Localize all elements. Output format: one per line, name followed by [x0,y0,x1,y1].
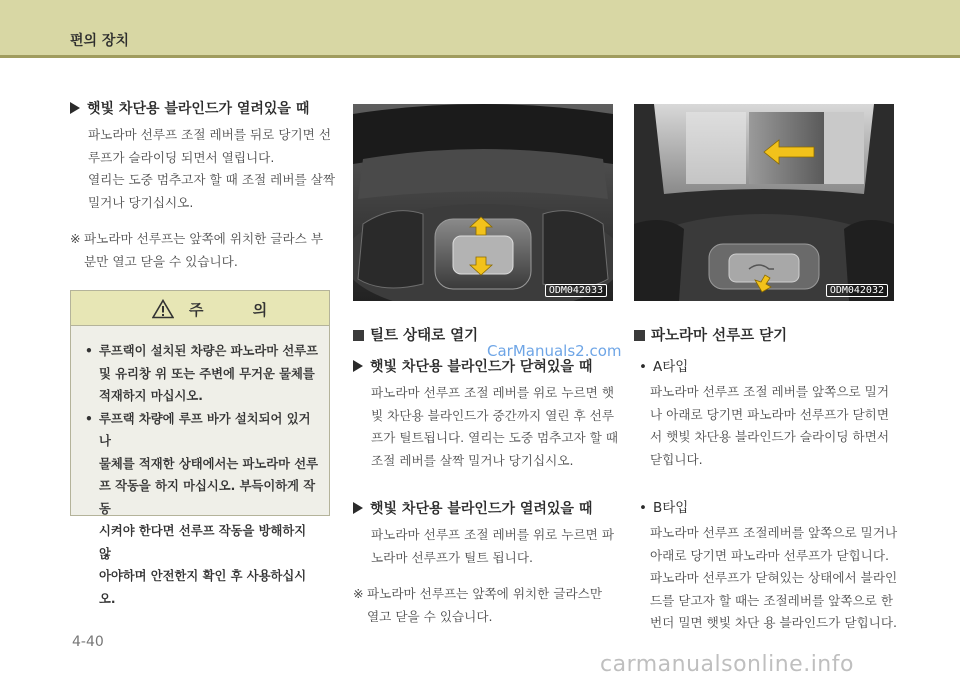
chapter-title: 편의 장치 [70,33,129,49]
square-bullet-icon [353,330,364,341]
note: ※ 파노라마 선루프는 앞쪽에 위치한 글라스 부 분만 열고 닫을 수 있습니다. [70,228,335,273]
type-heading: • B타입 [639,500,689,516]
caution-list [71,326,329,610]
paragraph: 파노라마 선루프 조절 레버를 앞쪽으로 밀거 나 아래로 당기면 파노라마 선루프가 닫히면 서 햇빛 차단용 블라인드가 슬라이딩 하면서 닫힙니다. [650,384,889,467]
square-bullet-icon [634,330,645,341]
triangle-bullet-icon [353,360,363,372]
section-heading: 틸트 상태로 열기 [353,324,618,345]
paragraph: 파노라마 선루프 조절 레버를 위로 누르면 햇 빛 차단용 블라인드가 중간까지 열린 후 선루 프가 틸트됩니다. 열리는 도중 멈추고자 할 때 조절 레버를 살짝 밀거나 당기십시오. [371,385,619,468]
caution-title: 주 의 [189,301,290,319]
watermark: carmanualsonline.info [600,652,854,677]
middle-column [353,324,618,628]
bullet-heading: 햇빛 차단용 블라인드가 열려있을 때 [353,498,618,518]
reference-mark: ※ [353,586,364,601]
right-column [634,324,902,635]
photo-tilt-switch [353,104,613,301]
triangle-bullet-icon [70,102,80,114]
header-rule [0,55,960,58]
overhead-console-illustration [353,104,613,301]
sunroof-illustration [634,104,894,301]
bullet-heading: 햇빛 차단용 블라인드가 닫혀있을 때 [353,356,618,376]
figure-code: ODM042032 [826,284,888,297]
reference-mark: ※ [70,231,81,246]
list-item: • 루프랙이 설치된 차량은 파노라마 선루프 및 유리창 위 또는 주변에 무거운 물체를 적재하지 마십시오. [85,344,319,403]
triangle-bullet-icon [353,502,363,514]
page-number: 4-40 [72,634,104,650]
left-column [70,98,335,273]
warning-triangle-icon [152,299,174,319]
photo-close-switch [634,104,894,301]
page-header [0,0,960,55]
paragraph: 파노라마 선루프 조절 레버를 뒤로 당기면 선 루프가 슬라이딩 되면서 열립니다. 열리는 도중 멈추고자 할 때 조절 레버를 살짝 밀거나 당기십시오. [88,127,336,210]
watermark: CarManuals2.com [487,342,622,360]
section-heading: 파노라마 선루프 닫기 [634,324,902,345]
type-heading: • A타입 [639,359,689,375]
bullet-heading: 햇빛 차단용 블라인드가 열려있을 때 [70,98,335,118]
caution-title-bar [71,291,329,326]
list-item: • 루프랙 차량에 루프 바가 설치되어 있거나 물체를 적재한 상태에서는 파노라마 선루 프 작동을 하지 마십시오. 부득이하게 작동 시켜야 한다면 선루프 작동을 방해하지 않 아야하며 안전한지 확인 후 사용하십시오. [85,411,319,606]
caution-box [70,290,330,606]
figure-code: ODM042033 [545,284,607,297]
paragraph: 파노라마 선루프 조절레버를 앞쪽으로 밀거나 아래로 당기면 파노라마 선루프가 닫힙니다. 파노라마 선루프가 닫혀있는 상태에서 블라인 드를 닫고자 할 때는 조절레버를 앞쪽으로 한 번더 밀면 햇빛 차단 용 블라인드가 닫힙니다. [650,525,898,630]
note: ※ 파노라마 선루프는 앞쪽에 위치한 글라스만 열고 닫을 수 있습니다. [353,583,618,628]
paragraph: 파노라마 선루프 조절 레버를 위로 누르면 파 노라마 선루프가 틸트 됩니다. [371,527,614,565]
